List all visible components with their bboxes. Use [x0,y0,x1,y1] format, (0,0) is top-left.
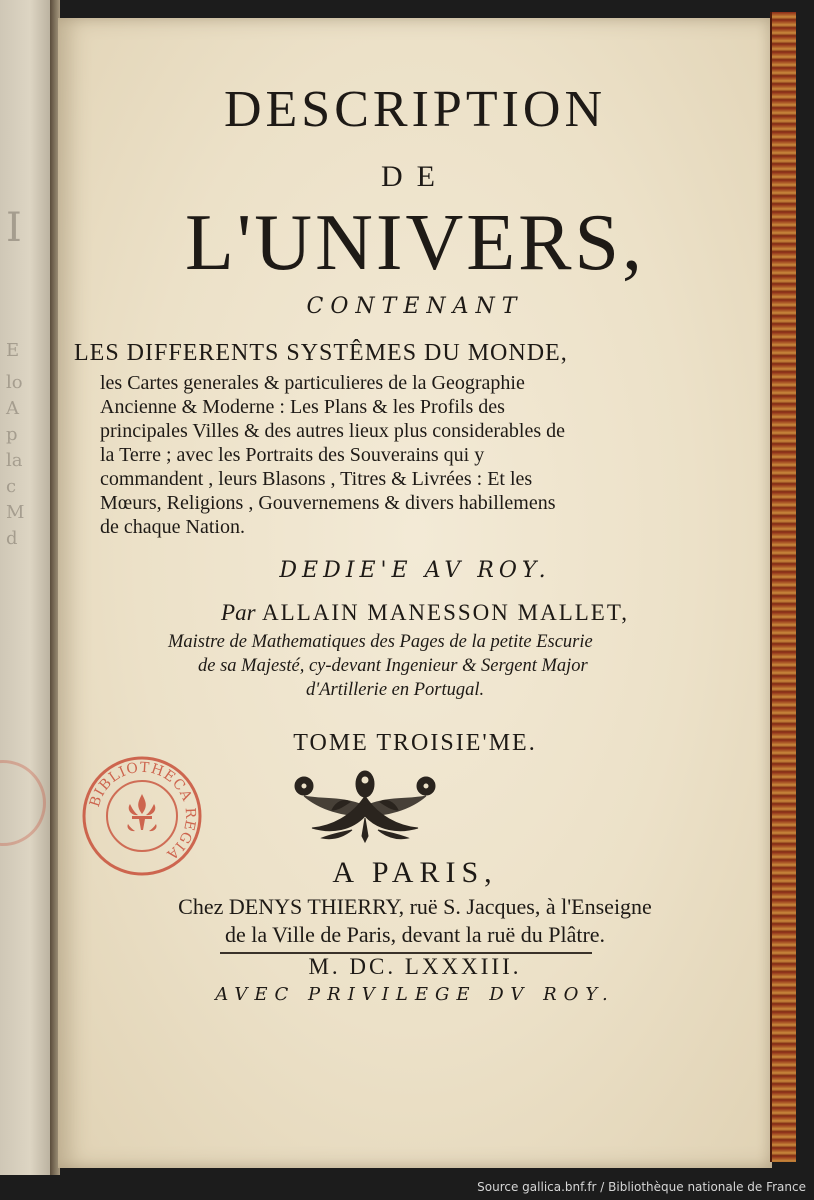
imprint-place: A PARIS, [332,856,498,889]
subject-line: la Terre ; avec les Portraits des Souverains qui y [100,444,485,466]
facing-page-show-through: lo [6,372,23,393]
dedication: DEDIE'E AV ROY. [279,558,551,583]
facing-page-show-through: p [6,424,18,445]
fleur-de-lis-icon [127,794,156,831]
facing-page-stamp-trace [0,760,46,846]
floral-ornament-icon [292,766,438,844]
title-line-de: DE [381,160,449,193]
facing-page-show-through: I [6,205,22,251]
title-page [58,18,772,1168]
author-prefix: Par [221,600,256,625]
source-credit: Source gallica.bnf.fr / Bibliothèque nationale de France [477,1180,806,1194]
subject-line: les Cartes generales & particulieres de la Geographie [100,372,525,394]
stamp-text: BIBLIOTHECA REGIA [87,759,199,863]
author-title-line: d'Artillerie en Portugal. [306,680,485,700]
facing-page-show-through: la [6,450,23,471]
privilege-line: AVEC PRIVILEGE DV ROY. [215,984,615,1005]
subject-line: principales Villes & des autres lieux plus considerables de [100,420,565,442]
facing-page-show-through: E [6,340,20,361]
author-name: ALLAIN MANESSON MALLET, [262,600,629,625]
subject-line: de chaque Nation. [100,516,245,538]
subject-line: commandent , leurs Blasons , Titres & Livrées : Et les [100,468,533,490]
author-line [78,600,772,626]
facing-page-show-through: c [6,476,17,497]
facing-page [0,0,52,1175]
contenant-heading: CONTENANT [306,294,524,319]
subject-line: Mœurs, Religions , Gouvernemens & divers habillemens [100,492,556,514]
author-title-line: de sa Majesté, cy-devant Ingenieur & Sergent Major [198,656,588,676]
facing-page-show-through: M [6,502,25,523]
title-line-description: DESCRIPTION [223,81,607,138]
publication-year: M. DC. LXXXIII. [308,954,522,979]
title-line-univers: L'UNIVERS, [185,199,645,287]
gilt-page-edge [770,12,796,1162]
subject-lead: LES DIFFERENTS SYSTÊMES DU MONDE, [74,340,568,366]
facing-page-show-through: A [6,398,19,419]
volume-label: TOME TROISIE'ME. [293,730,537,756]
publisher-line: Chez DENYS THIERRY, ruë S. Jacques, à l'Enseigne [178,894,652,919]
subject-line: Ancienne & Moderne : Les Plans & les Profils des [100,396,505,418]
publisher-line: de la Ville de Paris, devant la ruë du Plâtre. [224,922,606,947]
facing-page-show-through: d [6,528,18,549]
author-title-line: Maistre de Mathematiques des Pages de la petite Escurie [168,632,593,652]
